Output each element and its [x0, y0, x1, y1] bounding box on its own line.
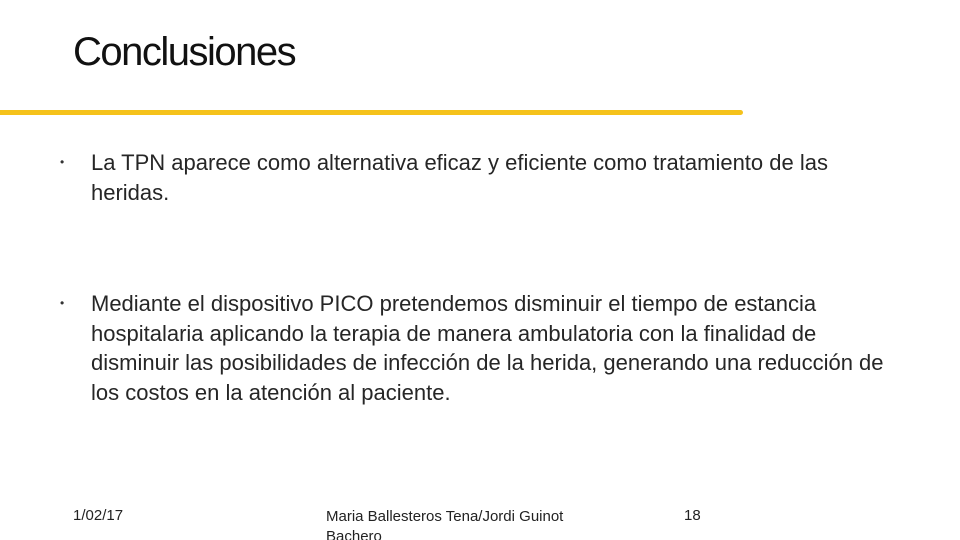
title-accent-bar — [0, 110, 743, 115]
bullet-text: La TPN aparece como alternativa eficaz y eficiente como tratamiento de las heridas. — [91, 150, 828, 205]
bullet-list — [60, 148, 890, 407]
slide-title: Conclusiones — [73, 30, 296, 74]
bullet-marker: • — [60, 155, 65, 169]
footer-date: 1/02/17 — [73, 507, 124, 524]
bullet-text: Mediante el dispositivo PICO pretendemos disminuir el tiempo de estancia hospitalaria aplicando la terapia de manera ambulatoria con la finalidad de disminuir las posibilidades de infección de la herida, generando una reducción de los costos en la atención al paciente. — [91, 291, 884, 405]
footer-page-number: 18 — [684, 507, 701, 524]
footer-authors: Maria Ballesteros Tena/Jordi Guinot Bachero — [326, 508, 564, 540]
bullet-item — [60, 148, 890, 207]
bullet-marker: • — [60, 296, 65, 310]
bullet-item — [60, 289, 890, 407]
